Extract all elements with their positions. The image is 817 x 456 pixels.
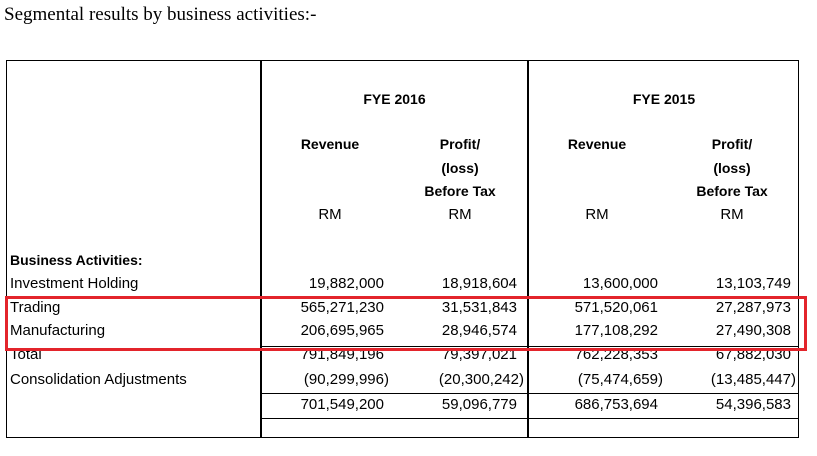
profit-header-2016-line1: Profit/ — [439, 136, 481, 152]
cell-value: 565,271,230 — [300, 299, 384, 316]
cell-value: 59,096,779 — [441, 396, 517, 413]
profit-header-2016-line3: Before Tax — [424, 183, 496, 199]
total-rule-top — [262, 393, 798, 394]
cell-value: 686,753,694 — [574, 396, 658, 413]
profit-header-2015-line1: Profit/ — [711, 136, 753, 152]
cell-value: 571,520,061 — [574, 299, 658, 316]
cell-value: 19,882,000 — [308, 275, 384, 292]
row-label-consolidation-adjustments: Consolidation Adjustments — [10, 371, 187, 388]
row-label-investment-holding: Investment Holding — [10, 275, 139, 292]
cell-value: 31,531,843 — [441, 299, 517, 316]
cell-value: 791,849,196 — [300, 346, 384, 363]
cell-value: 79,397,021 — [441, 346, 517, 363]
profit-header-2015-line2: (loss) — [713, 160, 751, 176]
row-label-total: Total — [10, 346, 42, 363]
profit-header-2016-line2: (loss) — [441, 160, 479, 176]
revenue-header-2015: Revenue — [567, 136, 627, 152]
cell-value: 13,600,000 — [582, 275, 658, 292]
unit-revenue-2016: RM — [318, 206, 342, 223]
cell-value: 27,287,973 — [715, 299, 791, 316]
cell-value: 177,108,292 — [574, 322, 658, 339]
cell-value: 27,490,308 — [715, 322, 791, 339]
revenue-header-2016: Revenue — [300, 136, 360, 152]
cell-value: 762,228,353 — [574, 346, 658, 363]
section-label: Business Activities: — [10, 252, 143, 268]
cell-value: (13,485,447) — [710, 371, 796, 388]
unit-profit-2016: RM — [448, 206, 472, 223]
row-label-manufacturing: Manufacturing — [10, 322, 106, 339]
table-caption: Segmental results by business activities:- — [4, 4, 317, 25]
cell-value: 67,882,030 — [715, 346, 791, 363]
cell-value: 701,549,200 — [300, 396, 384, 413]
period-header-2016: FYE 2016 — [363, 91, 426, 107]
cell-value: 13,103,749 — [715, 275, 791, 292]
profit-header-2015-line3: Before Tax — [696, 183, 768, 199]
cell-value: 18,918,604 — [441, 275, 517, 292]
row-label-trading: Trading — [10, 299, 61, 316]
period-header-2015: FYE 2015 — [632, 91, 696, 107]
cell-value: 28,946,574 — [441, 322, 517, 339]
cell-value: 206,695,965 — [300, 322, 384, 339]
total-rule-bottom — [262, 418, 798, 419]
column-divider-left — [260, 60, 262, 438]
cell-value: (20,300,242) — [438, 371, 524, 388]
column-divider-middle — [527, 60, 529, 438]
cell-value: (90,299,996) — [303, 371, 389, 388]
highlight-box — [5, 296, 807, 351]
unit-revenue-2015: RM — [585, 206, 609, 223]
unit-profit-2015: RM — [720, 206, 744, 223]
cell-value: (75,474,659) — [577, 371, 663, 388]
cell-value: 54,396,583 — [715, 396, 791, 413]
